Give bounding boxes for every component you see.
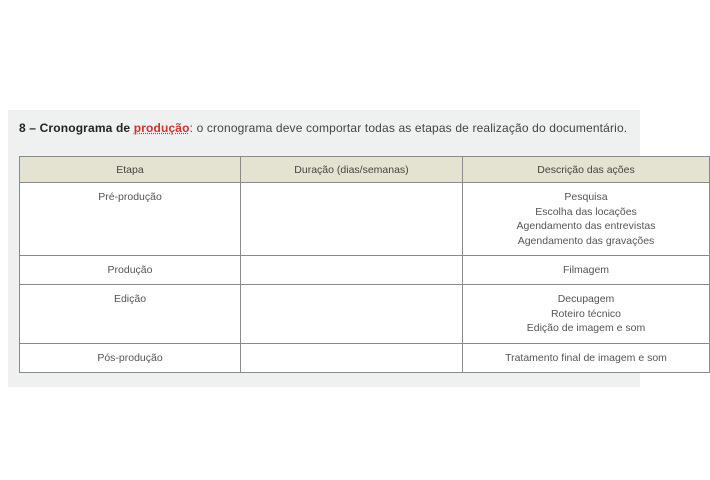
table-header-row [20,157,710,183]
duracao-cell [241,183,463,256]
acao-item: Pesquisa [564,191,608,203]
duracao-cell [241,285,463,344]
acao-item: Decupagem [557,293,615,305]
schedule-table [19,156,710,373]
duracao-cell [241,344,463,373]
etapa-cell: Pré-produção [20,183,241,256]
acao-item: Escolha das locações [535,205,637,218]
acao-item: Edição de imagem e som [526,322,646,334]
acao-item: Agendamento das gravações [517,234,655,247]
acoes-cell [463,256,710,285]
column-header-descricao: Descrição das ações [463,157,710,183]
table-row [20,183,710,256]
column-header-duracao: Duração (dias/semanas) [241,157,463,183]
etapa-cell: Produção [20,256,241,285]
table-row [20,256,710,285]
section-heading [19,121,627,135]
acoes-cell [463,344,710,373]
table-row [20,285,710,344]
etapa-cell: Edição [20,285,241,344]
acoes-cell [463,183,710,256]
table-row [20,344,710,373]
column-header-etapa: Etapa [20,157,241,183]
etapa-cell: Pós-produção [20,344,241,373]
acoes-cell [463,285,710,344]
acao-item: Filmagem [562,264,610,276]
section-number-title: 8 – Cronograma de [19,121,131,135]
heading-description: : o cronograma deve comportar todas as etapas de realização do documentário. [189,121,628,135]
duracao-cell [241,256,463,285]
acao-item: Agendamento das entrevistas [516,220,656,232]
highlighted-word[interactable]: produção [133,121,190,135]
content-panel [8,110,667,387]
acao-item: Roteiro técnico [550,307,622,320]
acao-item: Tratamento final de imagem e som [505,352,667,364]
